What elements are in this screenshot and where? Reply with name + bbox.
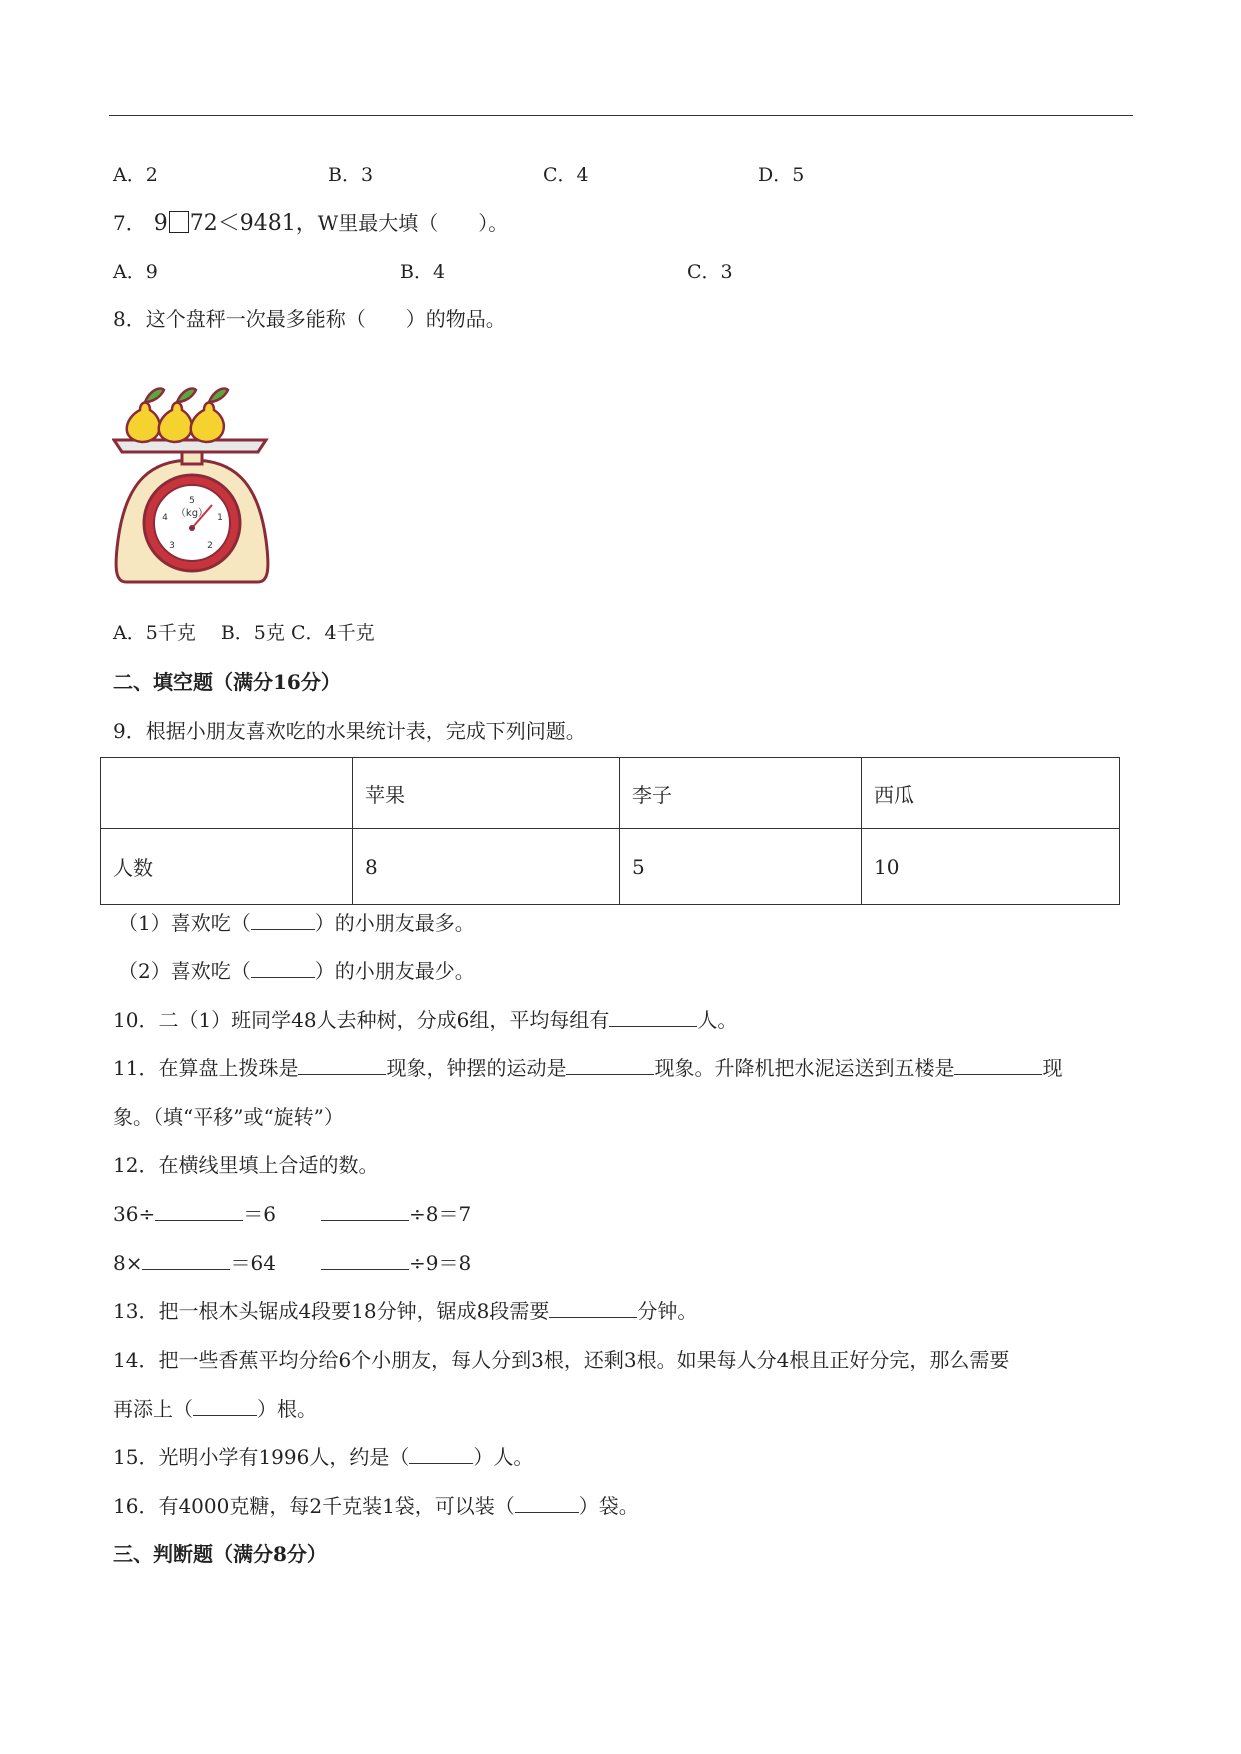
q16-text-a: 16．有4000克糖，每2千克装1袋，可以装（ [113,1494,515,1518]
answer-blank[interactable] [193,1397,257,1416]
answer-blank[interactable] [251,911,315,930]
table-cell: 西瓜 [862,758,1120,829]
table-cell: 李子 [620,758,862,829]
q7-text: W里最大填（ ）。 [317,211,509,235]
table-row [101,829,1120,905]
q6-option-a: A．2 [113,164,158,186]
q7-number: 7． [113,211,146,235]
q7-option-a: A．9 [113,261,158,283]
answer-blank[interactable] [515,1494,579,1513]
question-16 [113,1493,639,1519]
section-3-heading: 三、判断题（满分8分） [113,1542,327,1566]
answer-blank[interactable] [954,1056,1042,1075]
question-7 [113,210,508,237]
q11-text-b: 现象，钟摆的运动是 [386,1056,567,1080]
q14-text-b: ）根。 [257,1397,317,1421]
q8-options: A．5千克 B．5克 C．4千克 [113,622,375,644]
dial-number-3: 3 [169,541,175,551]
table-cell: 8 [353,829,620,905]
q12-e3-text-a: 8× [113,1251,143,1275]
q12-expr-1 [113,1201,276,1227]
q11-text-c: 现象。升降机把水泥运送到五楼是 [654,1056,955,1080]
answer-blank[interactable] [142,1251,230,1270]
question-8: 8．这个盘秤一次最多能称（ ）的物品。 [113,307,506,331]
q12-expr-4 [321,1250,471,1276]
q12-e1-text-a: 36÷ [113,1202,156,1226]
q15-text-b: ）人。 [473,1445,534,1469]
section-2-heading: 二、填空题（满分16分） [113,670,341,694]
question-9: 9．根据小朋友喜欢吃的水果统计表，完成下列问题。 [113,719,586,743]
answer-blank[interactable] [321,1251,409,1270]
dial-number-4: 4 [162,513,168,523]
dial-number-2: 2 [207,541,213,551]
table-cell: 苹果 [353,758,620,829]
question-11 [113,1055,1062,1081]
q6-option-c: C．4 [543,164,589,186]
q9-sub-1 [118,910,475,936]
header-rule [109,115,1133,116]
table-cell: 人数 [101,829,353,905]
q12-e4-text-b: ÷9＝8 [409,1251,472,1275]
q13-text-a: 13．把一根木头锯成4段要18分钟，锯成8段需要 [113,1299,550,1323]
q9-sub-2 [118,958,475,984]
q14-line-2 [113,1396,317,1422]
q10-text-a: 10．二（1）班同学48人去种树，分成6组，平均每组有 [113,1008,610,1032]
table-cell: 10 [862,829,1120,905]
q6-option-d: D．5 [758,164,805,186]
question-12: 12．在横线里填上合适的数。 [113,1153,379,1177]
q11-text-d: 现 [1042,1056,1063,1080]
q10-text-b: 人。 [697,1008,738,1032]
question-10 [113,1007,737,1033]
answer-blank[interactable] [409,1445,473,1464]
answer-blank[interactable] [609,1008,697,1027]
fruit-stats-table [100,757,1120,905]
q7-option-b: B．4 [400,261,446,283]
blank-square-icon [169,211,189,233]
q9-sub2-text-a: （2）喜欢吃（ [118,959,251,983]
answer-blank[interactable] [321,1202,409,1221]
q12-e3-text-b: ＝64 [230,1251,276,1275]
q11-line-2: 象。（填“平移”或“旋转”） [113,1105,344,1129]
q9-sub2-text-b: ）的小朋友最少。 [314,959,475,983]
q12-expr-2 [321,1201,471,1227]
q16-text-b: ）袋。 [578,1494,639,1518]
dial-number-5: 5 [189,496,195,506]
q12-e2-text-b: ÷8＝7 [409,1202,472,1226]
table-cell [101,758,353,829]
q7-option-c: C．3 [687,261,733,283]
answer-blank[interactable] [251,959,315,978]
q12-expr-3 [113,1250,276,1276]
q12-e1-text-b: ＝6 [243,1202,276,1226]
answer-blank[interactable] [549,1299,637,1318]
q7-expr-left: 9 [153,211,168,236]
table-cell: 5 [620,829,862,905]
q9-sub1-text-a: （1）喜欢吃（ [118,911,251,935]
q13-text-b: 分钟。 [637,1299,698,1323]
dial-number-1: 1 [217,513,223,523]
question-15 [113,1444,533,1470]
scale-with-pears-image [112,360,272,590]
answer-blank[interactable] [298,1056,386,1075]
q9-sub1-text-b: ）的小朋友最多。 [314,911,475,935]
table-header-row [101,758,1120,829]
dial-unit-label: （kg） [175,508,209,519]
answer-blank[interactable] [566,1056,654,1075]
q14-text-a: 再添上（ [113,1397,193,1421]
answer-blank[interactable] [155,1202,243,1221]
q6-option-b: B．3 [328,164,374,186]
q11-text-a: 11．在算盘上拨珠是 [113,1056,299,1080]
question-14: 14．把一些香蕉平均分给6个小朋友，每人分到3根，还剩3根。如果每人分4根且正好分完，那么需要 [113,1348,1010,1372]
q15-text-a: 15．光明小学有1996人，约是（ [113,1445,410,1469]
question-13 [113,1298,697,1324]
q7-expr-right: 72＜9481， [189,211,318,236]
